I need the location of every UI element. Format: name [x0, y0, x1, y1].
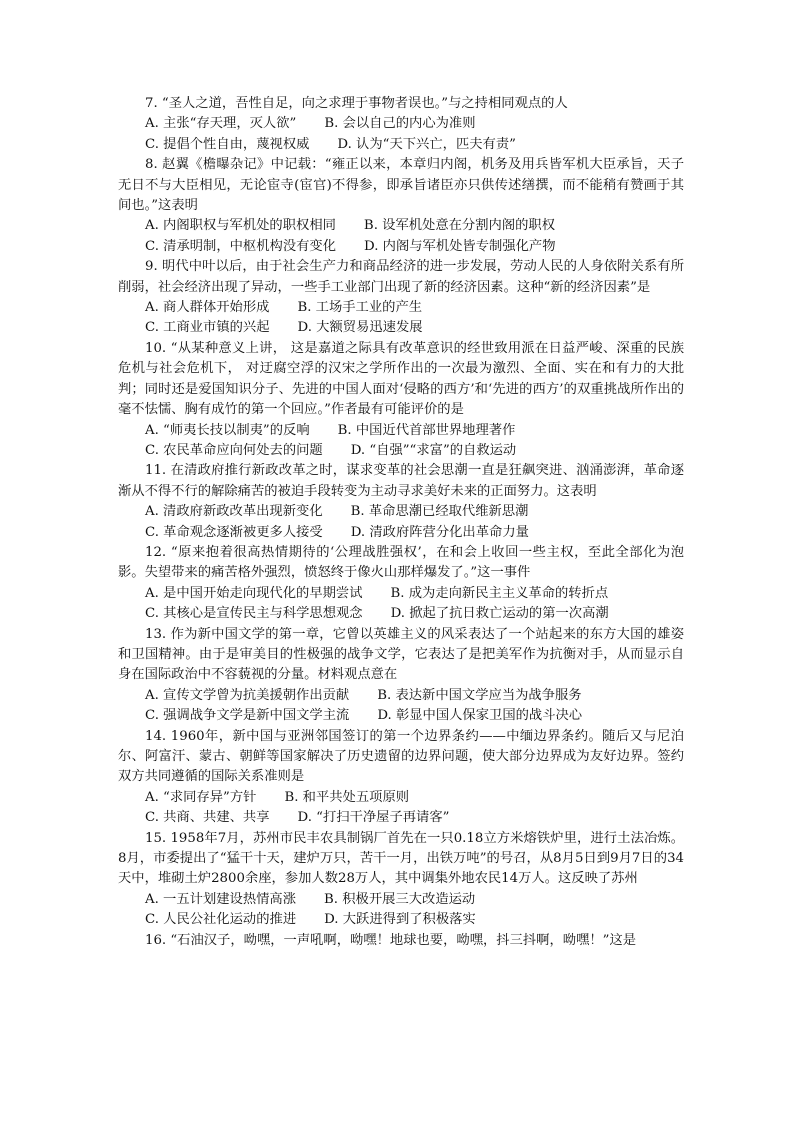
answer-option: B. 会以自己的内心为准则 — [324, 116, 476, 132]
question-stem: 16. “石油汉子，呦嘿，一声吼啊，呦嘿！地球也要，呦嘿，抖三抖啊，呦嘿！”这是 — [145, 932, 637, 948]
answer-option: A. 商人群体开始形成 — [145, 300, 270, 316]
answer-option: D. 彰显中国人保家卫国的战斗决心 — [377, 708, 583, 724]
answer-option: D. “打扫干净屋子再请客” — [297, 810, 450, 826]
answer-option: B. 成为走向新民主主义革命的转折点 — [390, 585, 609, 601]
answer-option: A. 主张“存天理，灭人欲” — [145, 116, 297, 132]
answer-option: A. 宣传文学曾为抗美援朝作出贡献 — [145, 687, 350, 703]
answer-option: C. 革命观念逐渐被更多人接受 — [145, 524, 323, 540]
answer-option: A. 清政府新政改革出现新变化 — [145, 504, 323, 520]
question-stem: 8. 赵翼《檐曝杂记》中记载：“雍正以来，本章归内阁，机务及用兵皆军机大臣承旨，天子无日不与大臣相见，无论宦寺(宦官)不得参，即承旨诸臣亦只供传述缮撰，而不能稍有赞画于其间也。”这表明 — [118, 157, 684, 214]
option-row — [118, 686, 684, 706]
option-row — [118, 318, 684, 338]
answer-option: C. 其核心是宣传民主与科学思想观念 — [145, 606, 363, 622]
option-row — [118, 890, 684, 910]
question-13 — [118, 625, 684, 727]
answer-option: D. “自强”“求富”的自救运动 — [350, 442, 517, 458]
option-row — [118, 135, 684, 155]
answer-option: D. 清政府阵营分化出革命力量 — [350, 524, 529, 540]
answer-option: B. 革命思潮已经取代维新思潮 — [350, 504, 529, 520]
exam-page — [118, 94, 684, 951]
option-row — [118, 298, 684, 318]
option-row — [118, 523, 684, 543]
answer-option: D. 大额贸易迅速发展 — [297, 320, 423, 336]
question-stem: 11. 在清政府推行新政改革之时，谋求变革的社会思潮一直是狂飙突进、汹涌澎湃，革命逐渐从不得不行的解除痛苦的被迫手段转变为主动寻求美好未来的正面努力。这表明 — [118, 463, 684, 499]
answer-option: B. 积极开展三大改造运动 — [324, 891, 476, 907]
option-row — [118, 788, 684, 808]
answer-option: D. 大跃进得到了积极落实 — [324, 912, 476, 928]
option-row — [118, 502, 684, 522]
option-row — [118, 216, 684, 236]
option-row — [118, 910, 684, 930]
question-10 — [118, 339, 684, 461]
answer-option: B. 中国近代首部世界地理著作 — [337, 422, 516, 438]
answer-option: D. 认为“天下兴亡，匹夫有责” — [337, 136, 516, 152]
answer-option: B. 表达新中国文学应当为战争服务 — [377, 687, 582, 703]
answer-option: C. 提倡个性自由，蔑视权威 — [145, 136, 310, 152]
answer-option: B. 和平共处五项原则 — [284, 789, 410, 805]
question-stem: 15. 1958年7月，苏州市民丰农具制锅厂首先在一只0.18立方米熔铁炉里，进行土法冶炼。8月，市委提出了“猛干十天，建炉万只，苦干一月，出铁万吨”的号召，从8月5日到9月7日的34天中，堆砌土炉2800余座，参加人数28万人，其中调集外地农民14万人。这反映了苏州 — [118, 830, 684, 887]
question-14 — [118, 727, 684, 829]
answer-option: B. 设军机处意在分割内阁的职权 — [363, 218, 556, 234]
question-stem: 13. 作为新中国文学的第一章，它曾以英雄主义的风采表达了一个站起来的东方大国的雄姿和卫国精神。由于是审美目的性极强的战争文学，它表达了是把美军作为抗衡对手，从而显示自身在国际政治中不容藐视的分量。材料观点意在 — [118, 626, 684, 683]
question-stem: 12. “原来抱着很高热情期待的‘公理战胜强权’，在和会上收回一些主权，至此全部化为泡影。失望带来的痛苦格外强烈，愤怒终于像火山那样爆发了。”这一事件 — [118, 544, 684, 581]
question-8 — [118, 155, 684, 257]
answer-option: C. 强调战争文学是新中国文学主流 — [145, 708, 350, 724]
answer-option: D. 内阁与军机处皆专制强化产物 — [364, 238, 556, 254]
answer-option: A. “师夷长技以制夷”的反响 — [145, 422, 310, 438]
question-7 — [118, 94, 684, 155]
answer-option: C. 人民公社化运动的推进 — [145, 912, 297, 928]
option-row — [118, 706, 684, 726]
question-16 — [118, 931, 684, 951]
question-stem: 14. 1960年，新中国与亚洲邻国签订的第一个边界条约——中缅边界条约。随后又与尼泊尔、阿富汗、蒙古、朝鲜等国家解决了历史遗留的边界问题，使大部分边界成为友好边界。签约双方共同遵循的国际关系准则是 — [118, 728, 684, 785]
option-row — [118, 114, 684, 134]
answer-option: C. 清承明制，中枢机构没有变化 — [145, 238, 337, 254]
answer-option: A. 内阁职权与军机处的职权相同 — [145, 218, 336, 234]
answer-option: A. “求同存异”方针 — [145, 789, 257, 805]
answer-option: B. 工场手工业的产生 — [297, 300, 423, 316]
answer-option: C. 工商业市镇的兴起 — [145, 320, 270, 336]
question-11 — [118, 461, 684, 543]
option-row — [118, 237, 684, 257]
question-stem: 10. “从某种意义上讲， 这是嘉道之际具有改革意识的经世致用派在日益严峻、深重的民族危机与社会危机下， 对迂腐空浮的汉宋之学所作出的一次最为激烈、全面、实在和有力的大批判；同时还是爱国知识分子、先进的中国人面对‘侵略的西方’和‘先进的西方’的双重挑战所作出的毫不怯懦、胸有成竹的第一个回应。”作者最有可能评价的是 — [118, 340, 684, 418]
question-stem: 7. “圣人之道，吾性自足，向之求理于事物者误也。”与之持相同观点的人 — [145, 96, 568, 111]
question-15 — [118, 829, 684, 931]
answer-option: A. 是中国开始走向现代化的早期尝试 — [145, 585, 363, 601]
question-12 — [118, 543, 684, 625]
answer-option: C. 农民革命应向何处去的问题 — [145, 442, 323, 458]
answer-option: D. 掀起了抗日救亡运动的第一次高潮 — [390, 606, 609, 622]
option-row — [118, 808, 684, 828]
option-row — [118, 584, 684, 604]
question-9 — [118, 257, 684, 339]
option-row — [118, 604, 684, 624]
answer-option: A. 一五计划建设热情高涨 — [145, 891, 297, 907]
option-row — [118, 421, 684, 441]
answer-option: C. 共商、共建、共享 — [145, 810, 270, 826]
option-row — [118, 441, 684, 461]
question-stem: 9. 明代中叶以后，由于社会生产力和商品经济的进一步发展，劳动人民的人身依附关系有所削弱，社会经济出现了异动，一些手工业部门出现了新的经济因素。这种“新的经济因素”是 — [118, 259, 684, 295]
